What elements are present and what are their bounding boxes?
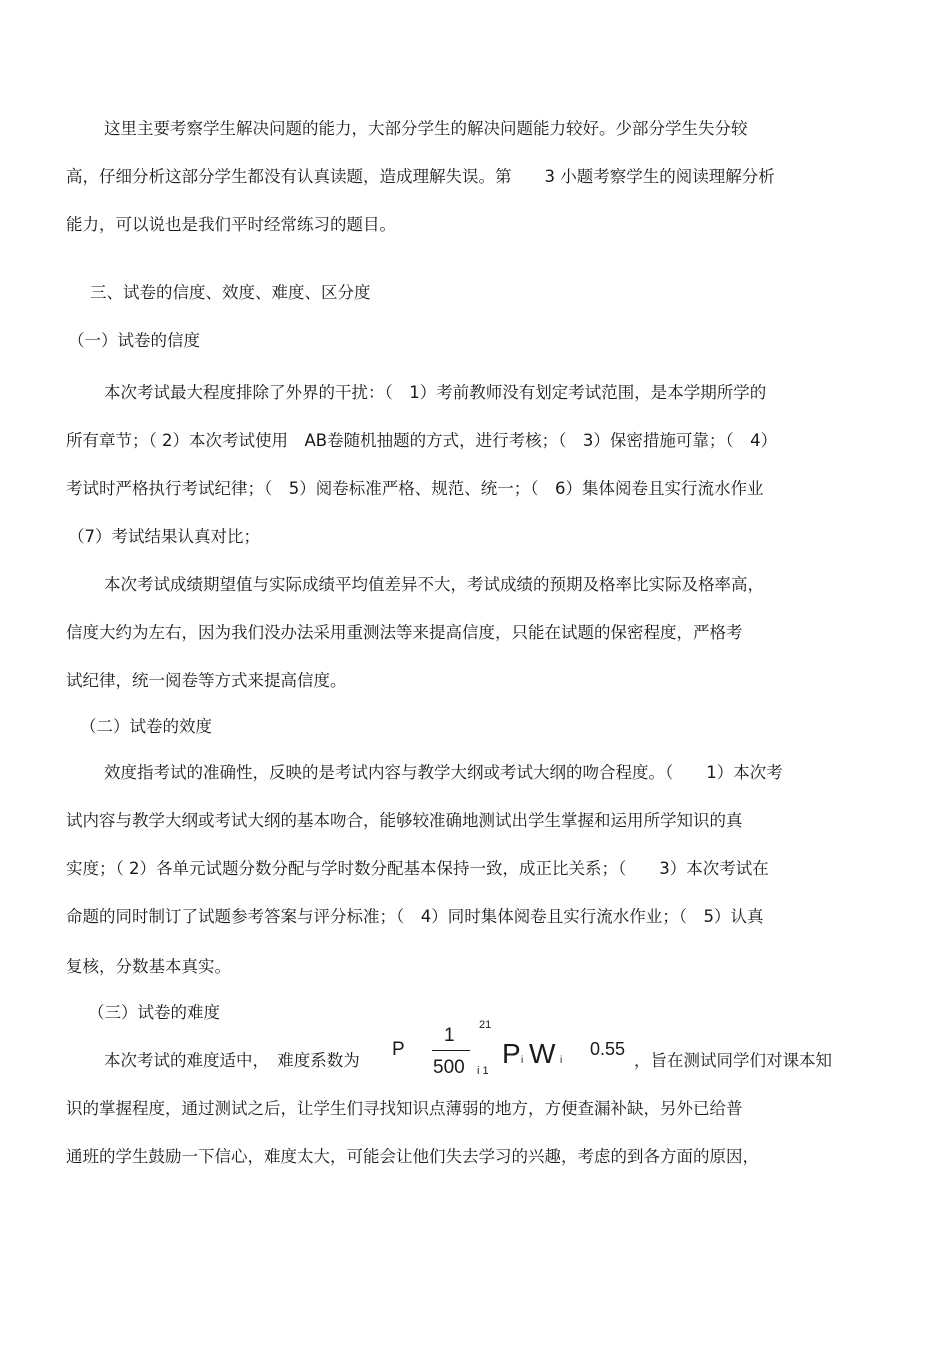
formula-w: W [529,1038,556,1069]
subheading-reliability: （一）试卷的信度 [68,331,200,350]
para1-line1: 这里主要考察学生解决问题的能力，大部分学生的解决问题能力较好。少部分学生失分较 [104,119,748,138]
para5-line1-end: ，旨在测试同学们对课本知 [634,1051,832,1070]
formula-numerator: 1 [444,1025,455,1046]
para3-line2: 信度大约为左右，因为我们没办法采用重测法等来提高信度，只能在试题的保密程度，严格考 [66,623,743,642]
subheading-difficulty: （三）试卷的难度 [88,1003,220,1022]
para2-line3: 考试时严格执行考试纪律；（ 5）阅卷标准严格、规范、统一；（ 6）集体阅卷且实行流水作业 [66,479,764,498]
sum-upper-limit: 21 [479,1019,492,1031]
para1-line3: 能力，可以说也是我们平时经常练习的题目。 [66,215,396,234]
para5-line3: 通班的学生鼓励一下信心，难度太大，可能会让他们失去学习的兴趣，考虑的到各方面的原因， [66,1147,759,1166]
para5-line1-start: 本次考试的难度适中， 难度系数为 [104,1051,360,1070]
para3-line1: 本次考试成绩期望值与实际成绩平均值差异不大，考试成绩的预期及格率比实际及格率高， [104,575,764,594]
formula-result: 0.55 [590,1039,626,1059]
section-heading-3: 三、试卷的信度、效度、难度、区分度 [90,283,371,302]
formula-denominator: 500 [433,1057,465,1078]
para3-line3: 试纪律，统一阅卷等方式来提高信度。 [66,671,347,690]
formula-p: P [502,1038,521,1069]
subheading-validity: （二）试卷的效度 [80,717,212,736]
fraction-bar [432,1050,470,1051]
sum-lower-limit: i 1 [477,1065,489,1077]
para4-line5: 复核，分数基本真实。 [66,957,231,976]
para2-line1: 本次考试最大程度排除了外界的干扰：（ 1）考前教师没有划定考试范围，是本学期所学的 [104,383,767,402]
formula-p-subscript: i [521,1055,524,1066]
para5-line2: 识的掌握程度，通过测试之后，让学生们寻找知识点薄弱的地方，方便查漏补缺，另外已给普 [66,1099,743,1118]
formula-lhs: P [392,1039,405,1060]
para4-line3: 实度；（ 2）各单元试题分数分配与学时数分配基本保持一致，成正比关系；（ 3）本次考试在 [66,859,769,878]
para1-line2: 高，仔细分析这部分学生都没有认真读题，造成理解失误。第 3 小题考察学生的阅读理解分析 [66,167,775,186]
para4-line1: 效度指考试的准确性，反映的是考试内容与教学大纲或考试大纲的吻合程度。（ 1）本次考 [104,763,783,782]
formula-w-subscript: i [560,1055,563,1066]
para4-line4: 命题的同时制订了试题参考答案与评分标准；（ 4）同时集体阅卷且实行流水作业；（ 5）认真 [66,907,764,926]
para2-line4: （7）考试结果认真对比； [68,527,260,546]
para4-line2: 试内容与教学大纲或考试大纲的基本吻合，能够较准确地测试出学生掌握和运用所学知识的真 [66,811,743,830]
para2-line2: 所有章节；（ 2）本次考试使用 AB卷随机抽题的方式，进行考核；（ 3）保密措施可靠；（ 4） [66,431,778,450]
